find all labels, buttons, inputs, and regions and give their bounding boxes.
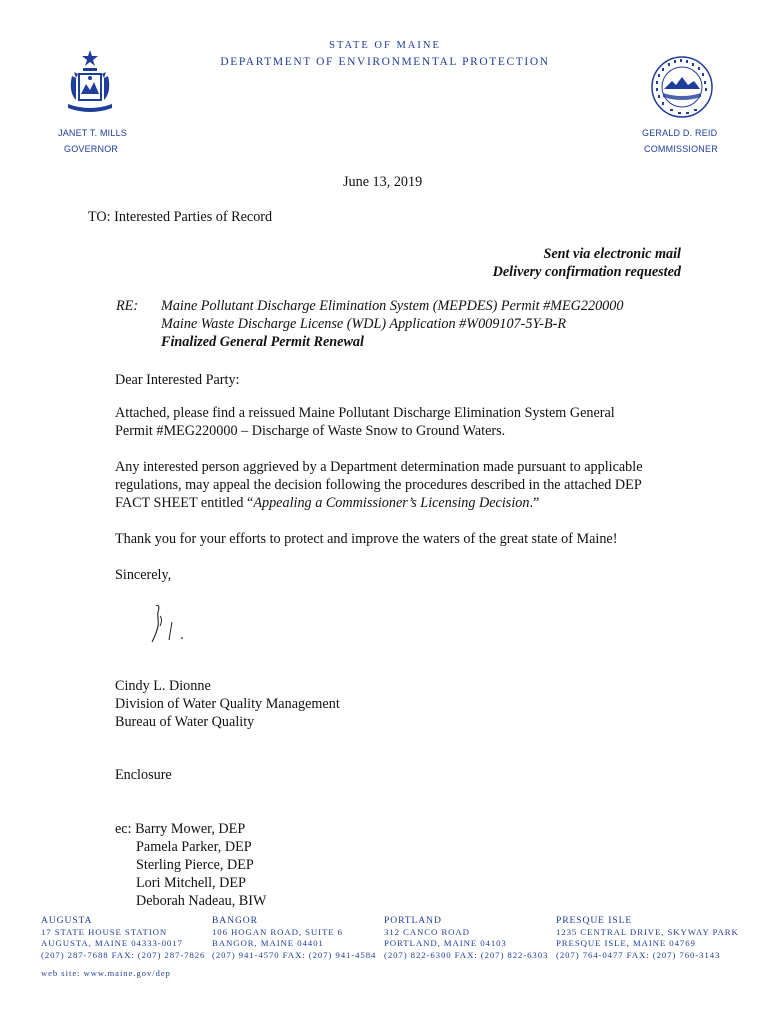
office-phone: (207) 287-7688 FAX: (207) 287-7826: [41, 949, 206, 960]
state-heading: STATE OF MAINE: [329, 40, 441, 51]
fact-sheet-title: Appealing a Commissioner’s Licensing Decision: [253, 495, 530, 511]
paragraph-2-line-3: [115, 494, 539, 512]
salutation: Dear Interested Party:: [115, 372, 240, 388]
commissioner-name: GERALD D. REID: [642, 128, 718, 138]
paragraph-1-line-1: Attached, please find a reissued Maine Pollutant Discharge Elimination System General: [115, 405, 615, 421]
office-city: PORTLAND: [384, 915, 442, 926]
office-phone: (207) 764-0477 FAX: (207) 760-3143: [556, 949, 721, 960]
footer-office-bangor: [212, 915, 376, 961]
re-line-1: Maine Pollutant Discharge Elimination System (MEPDES) Permit #MEG220000: [161, 298, 624, 314]
office-city: BANGOR: [212, 915, 258, 926]
office-street: 17 STATE HOUSE STATION: [41, 926, 168, 937]
office-citystate: PORTLAND, MAINE 04103: [384, 938, 507, 948]
commissioner-title: COMMISSIONER: [644, 144, 718, 154]
signer-division: Division of Water Quality Management: [115, 696, 340, 712]
signature-image: [146, 602, 196, 648]
footer-office-presque-isle: [556, 915, 739, 961]
governor-title: GOVERNOR: [64, 144, 119, 154]
signer-bureau: Bureau of Water Quality: [115, 714, 255, 730]
signer-name: Cindy L. Dionne: [115, 678, 211, 694]
paragraph-2-line-2: regulations, may appeal the decision following the procedures described in the attached DEP: [115, 477, 642, 493]
addressee: TO: Interested Parties of Record: [88, 209, 273, 225]
delivery-method: Sent via electronic mail: [543, 246, 681, 262]
ec-recipient: Deborah Nadeau, BIW: [136, 893, 267, 909]
department-heading: DEPARTMENT OF ENVIRONMENTAL PROTECTION: [220, 56, 550, 68]
office-city: AUGUSTA: [41, 915, 93, 926]
governor-name: JANET T. MILLS: [58, 128, 127, 138]
delivery-confirmation: Delivery confirmation requested: [492, 264, 681, 280]
dep-logo-icon: [650, 55, 714, 119]
footer-office-augusta: [41, 915, 205, 961]
office-citystate: PRESQUE ISLE, MAINE 04769: [556, 938, 696, 948]
office-citystate: AUGUSTA, MAINE 04333-0017: [41, 938, 183, 948]
enclosure-note: Enclosure: [115, 767, 172, 783]
ec-recipient: Sterling Pierce, DEP: [136, 857, 254, 873]
office-citystate: BANGOR, MAINE 04401: [212, 938, 324, 948]
paragraph-1-line-2: Permit #MEG220000 – Discharge of Waste Snow to Ground Waters.: [115, 423, 506, 439]
footer-website-link[interactable]: web site: www.maine.gov/dep: [41, 968, 171, 978]
office-phone: (207) 941-4570 FAX: (207) 941-4584: [212, 949, 377, 960]
paragraph-3: Thank you for your efforts to protect and improve the waters of the great state of Maine!: [115, 531, 618, 547]
office-street: 106 HOGAN ROAD, SUITE 6: [212, 926, 343, 937]
office-street: 312 CANCO ROAD: [384, 926, 470, 937]
office-phone: (207) 822-6300 FAX: (207) 822-6303: [384, 949, 549, 960]
re-line-3: Finalized General Permit Renewal: [161, 334, 364, 350]
ec-recipient: Pamela Parker, DEP: [136, 839, 252, 855]
footer-office-portland: [384, 915, 548, 961]
paragraph-2-line-1: Any interested person aggrieved by a Department determination made pursuant to applicable: [115, 459, 643, 475]
office-city: PRESQUE ISLE: [556, 915, 633, 926]
re-line-2: Maine Waste Discharge License (WDL) Application #W009107-5Y-B-R: [161, 316, 567, 332]
re-label: RE:: [116, 298, 139, 314]
ec-first-recipient: ec: Barry Mower, DEP: [115, 821, 246, 837]
fact-sheet-suffix: .”: [529, 495, 540, 511]
maine-seal-icon: [62, 48, 118, 118]
fact-sheet-prefix: FACT SHEET entitled “: [115, 495, 254, 511]
letter-date: June 13, 2019: [343, 174, 423, 190]
office-street: 1235 CENTRAL DRIVE, SKYWAY PARK: [556, 926, 739, 937]
ec-recipient: Lori Mitchell, DEP: [136, 875, 246, 891]
closing: Sincerely,: [115, 567, 172, 583]
